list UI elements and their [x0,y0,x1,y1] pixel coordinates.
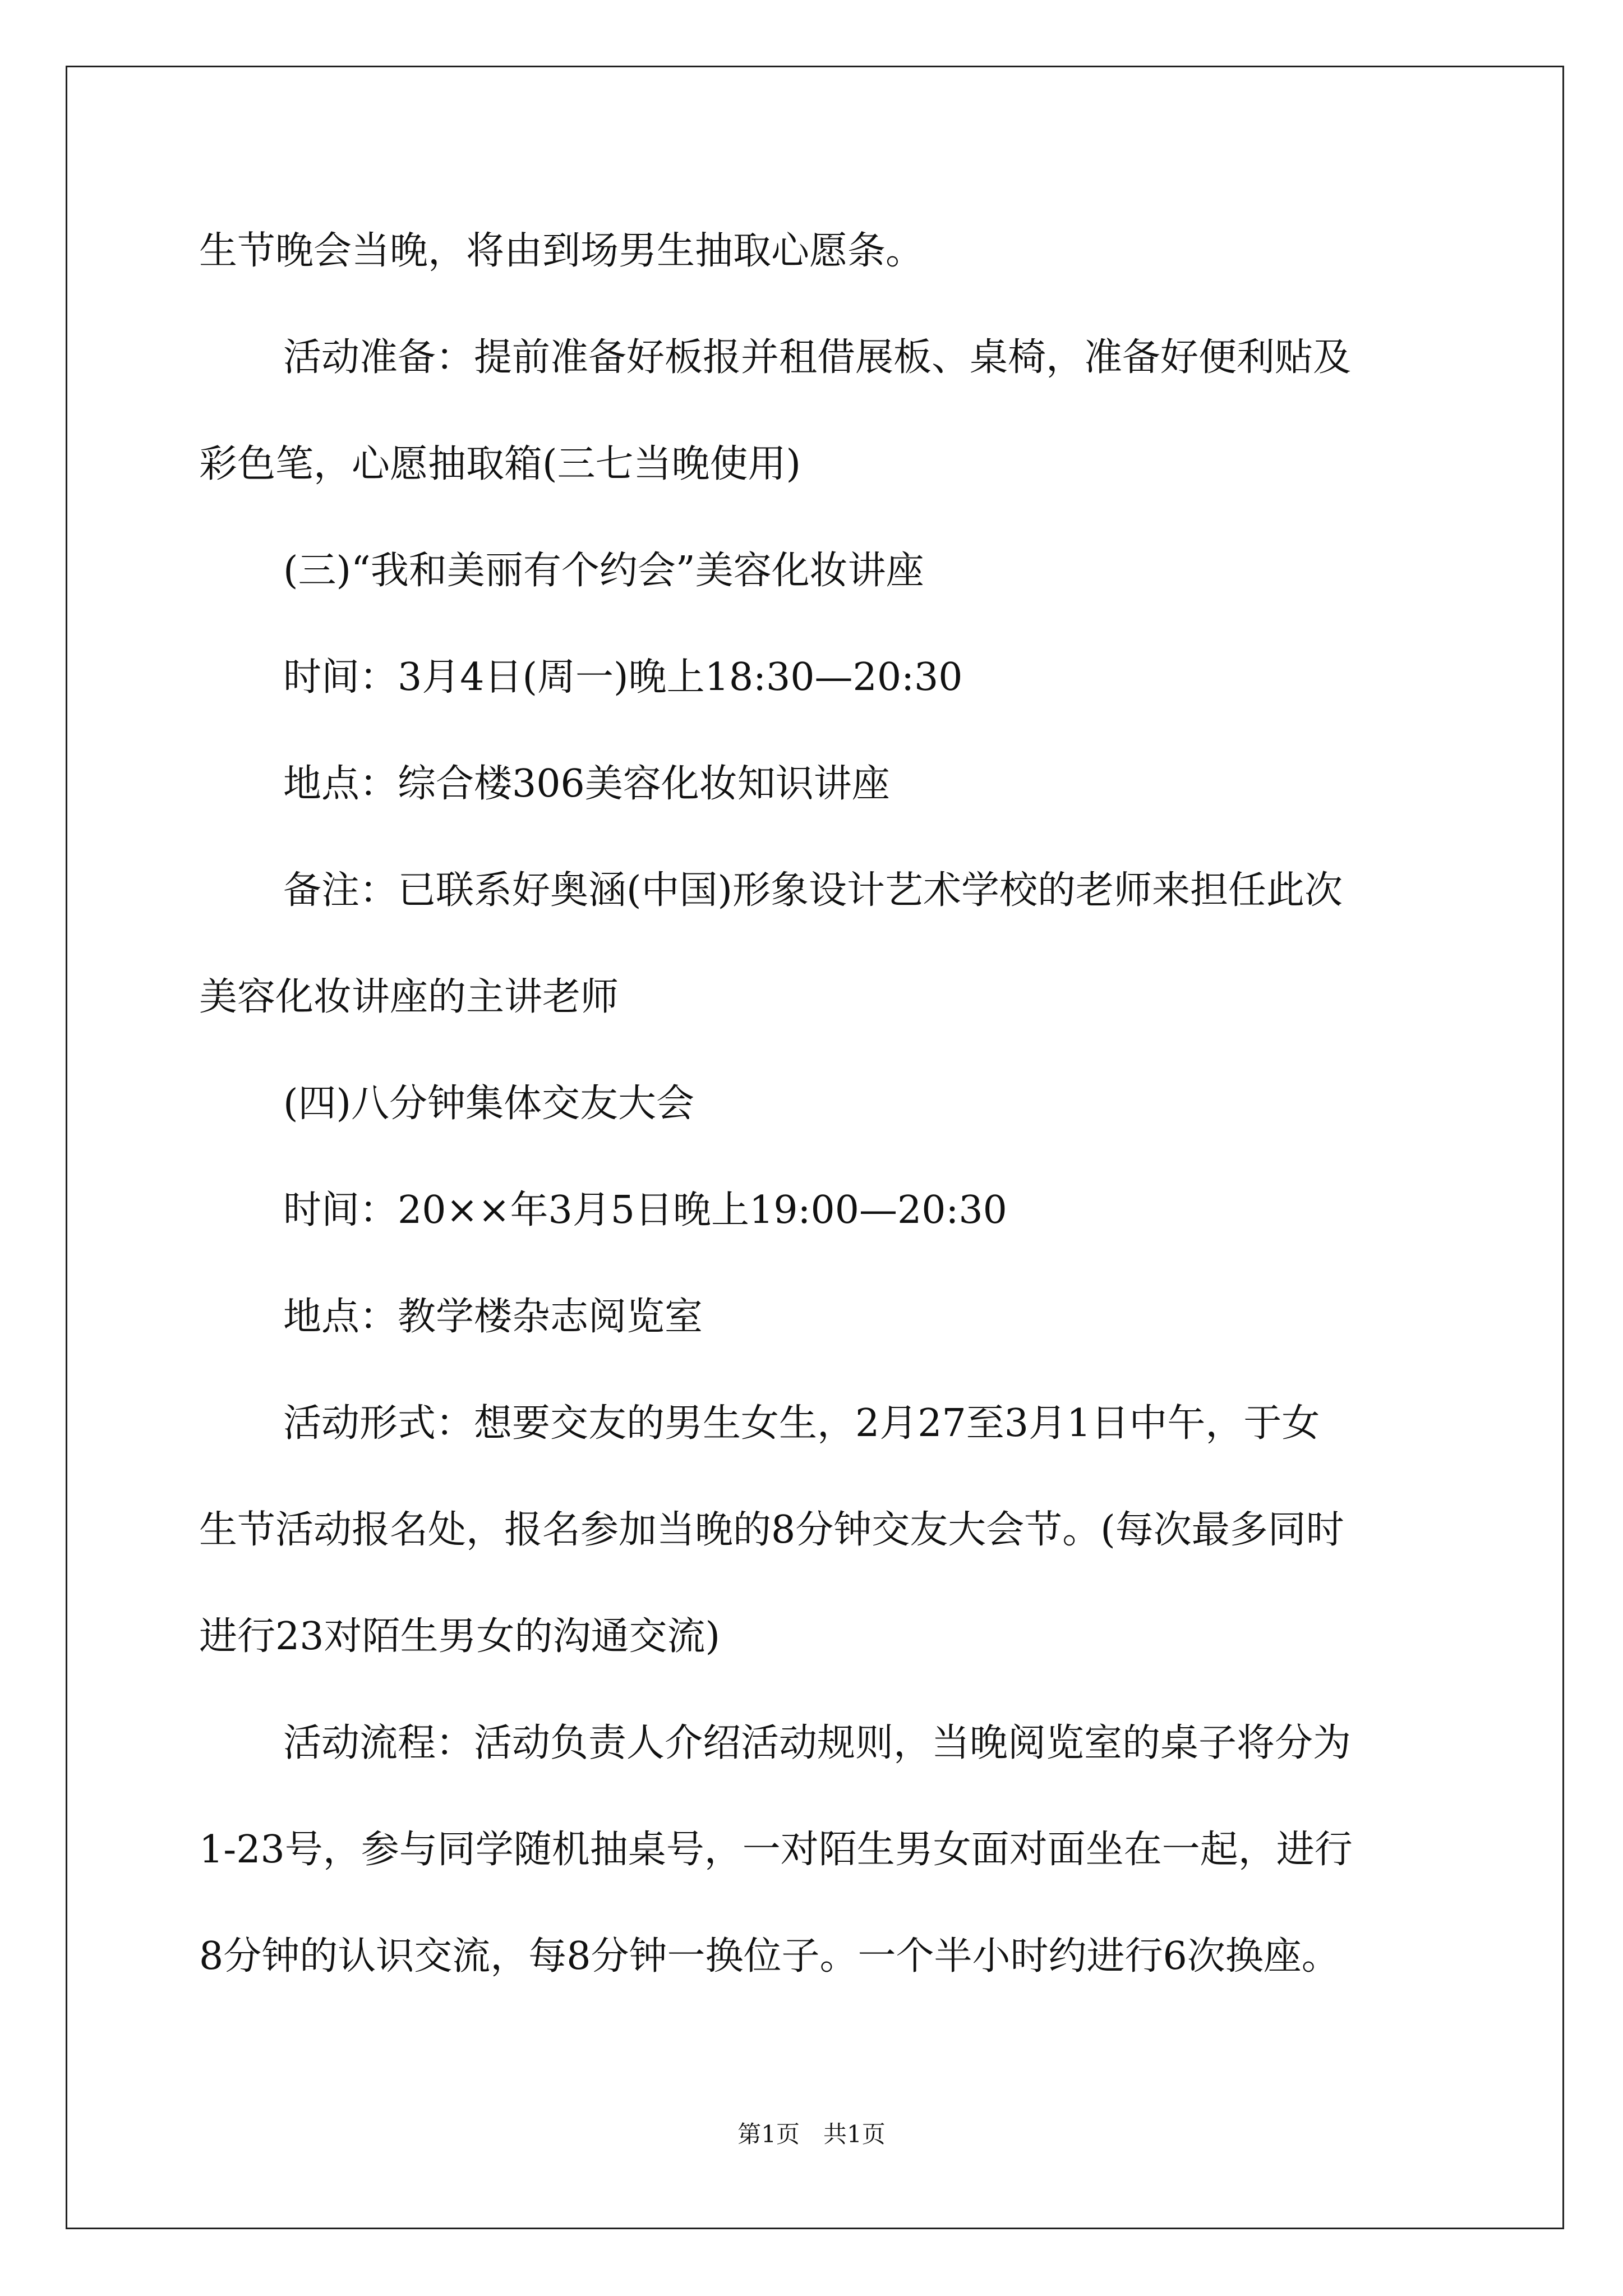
text-line: 活动流程：活动负责人介绍活动规则，当晚阅览室的桌子将分为 [283,1721,1352,1765]
text-line: 生节活动报名处，报名参加当晚的8分钟交友大会节。(每次最多同时 [199,1508,1344,1552]
page-border [66,66,1564,2229]
text-line: 地点：教学楼杂志阅览室 [283,1295,703,1339]
text-line: 彩色笔，心愿抽取箱(三七当晚使用) [199,442,801,486]
text-line: 时间：20××年3月5日晚上19:00—20:30 [283,1188,1007,1232]
text-line: 时间：3月4日(周一)晚上18:30—20:30 [283,655,963,700]
text-line: 8分钟的认识交流，每8分钟一换位子。一个半小时约进行6次换座。 [199,1934,1340,1978]
text-line: 活动形式：想要交友的男生女生，2月27至3月1日中午，于女 [283,1401,1320,1446]
text-line: 进行23对陌生男女的沟通交流) [199,1614,721,1659]
page-footer: 第1页 共1页 [737,2120,886,2148]
text-line: 活动准备：提前准备好板报并租借展板、桌椅，准备好便利贴及 [283,335,1352,380]
text-line: 生节晚会当晚，将由到场男生抽取心愿条。 [199,229,924,273]
text-line: 地点：综合楼306美容化妆知识讲座 [283,762,890,806]
text-line: 美容化妆讲座的主讲老师 [199,975,619,1019]
text-line: 1-23号，参与同学随机抽桌号，一对陌生男女面对面坐在一起，进行 [199,1828,1353,1872]
section-heading: (四)八分钟集体交友大会 [283,1082,695,1126]
text-line: 备注：已联系好奥涵(中国)形象设计艺术学校的老师来担任此次 [283,868,1343,913]
section-heading: (三)“我和美丽有个约会”美容化妆讲座 [283,549,924,593]
